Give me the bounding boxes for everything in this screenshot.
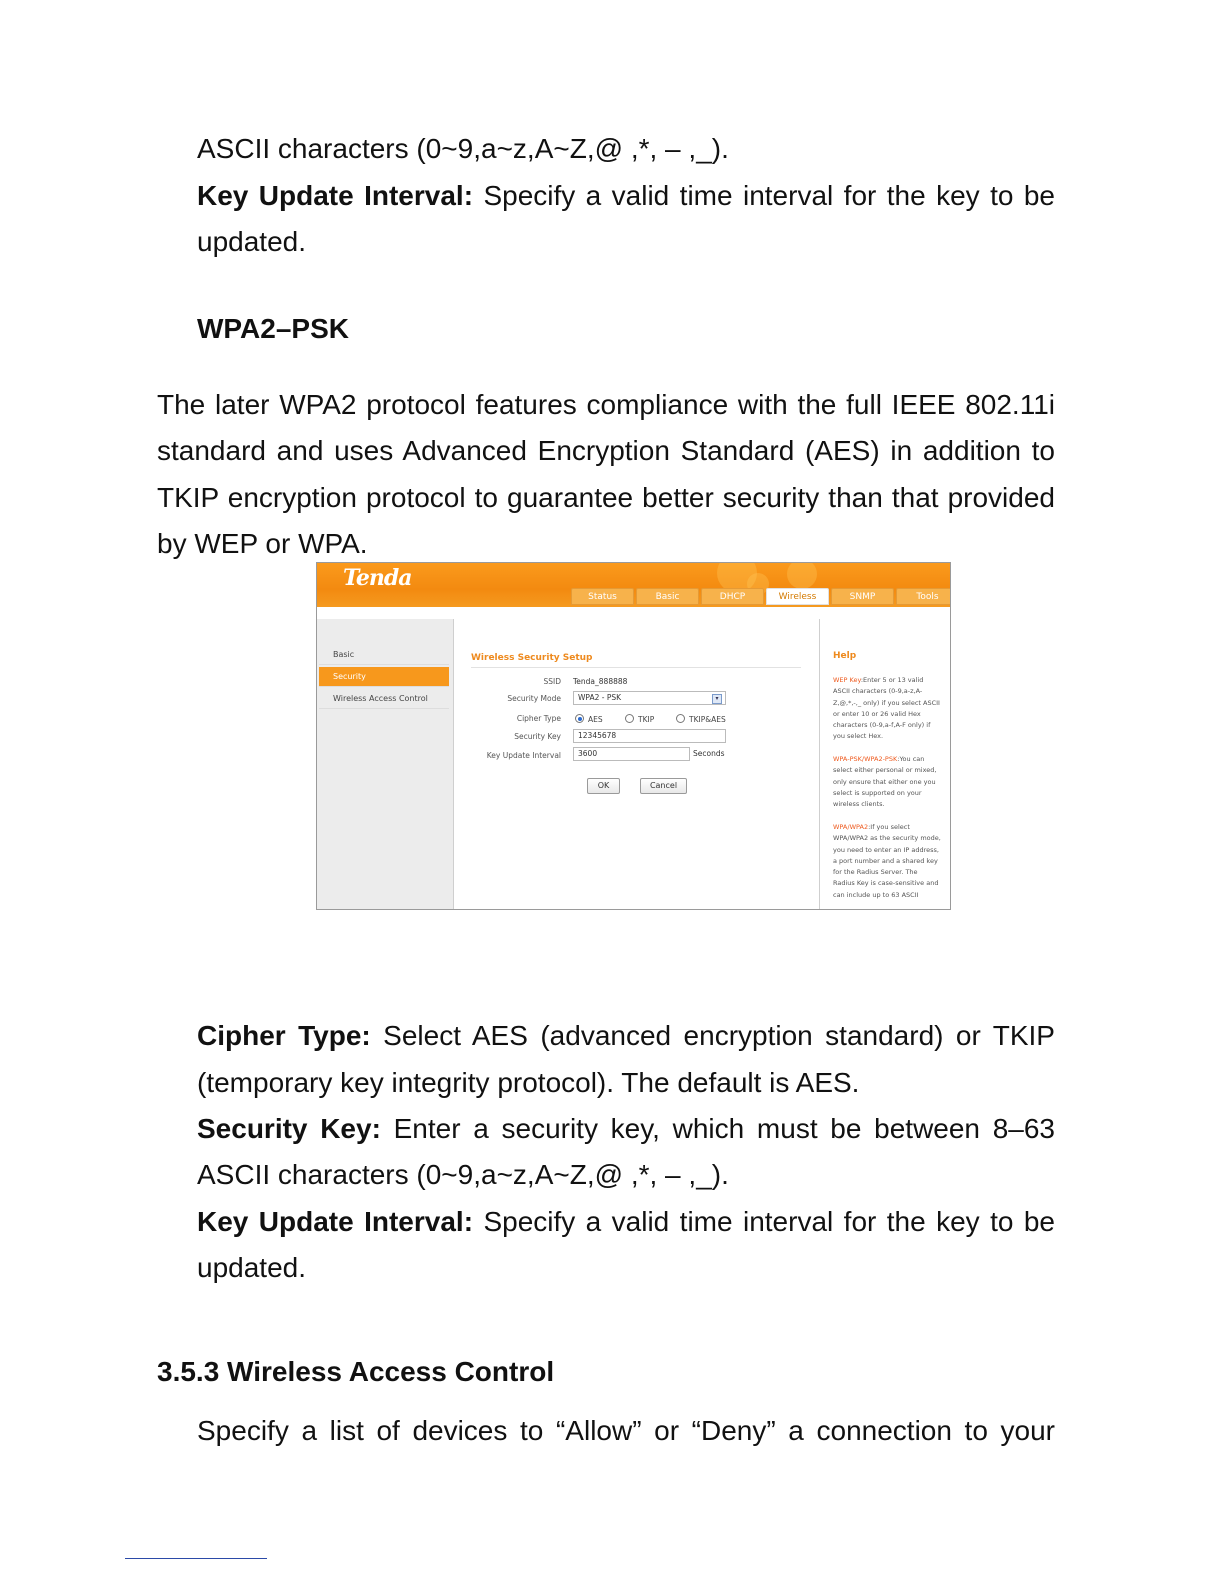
security-mode-value: WPA2 - PSK (578, 693, 622, 702)
intro-line-1: The later WPA2 protocol features compliance with the full IEEE 802.11i (157, 389, 1055, 420)
key-update-interval-input[interactable]: 3600 (573, 747, 690, 761)
key-update-interval-continuation-2: updated. (197, 1252, 306, 1283)
key-update-interval-text-2: Specify a valid time interval for the key to be (473, 1206, 1055, 1237)
help-wpa-psk-text: :You can select either personal or mixed, only ensure that either one you select is supported on your wireless clients. (833, 755, 937, 809)
ascii-characters-line: ASCII characters (0~9,a~z,A~Z,@ ,*, – ,_). (197, 133, 729, 164)
key-update-interval-text: Specify a valid time interval for the key to be (473, 180, 1055, 211)
intro-line-2: standard and uses Advanced Encryption Standard (AES) in addition to (157, 435, 1055, 466)
router-main-panel (455, 619, 820, 910)
tenda-logo: Tenda (343, 565, 412, 591)
radio-icon (676, 714, 685, 723)
security-key-input[interactable]: 12345678 (573, 729, 726, 743)
footnote-rule (125, 1558, 267, 1559)
key-update-interval-paragraph (197, 173, 1055, 220)
security-key-paragraph (197, 1106, 1055, 1153)
wireless-security-setup-title: Wireless Security Setup (471, 653, 593, 663)
help-wpa-wpa2-term: WPA/WPA2 (833, 823, 869, 831)
key-update-interval-continuation: updated. (197, 226, 306, 257)
help-wpa-wpa2 (833, 822, 941, 901)
key-update-interval-field-label: Key Update Interval (486, 751, 561, 760)
intro-line-4: by WEP or WPA. (157, 528, 368, 559)
intro-line-3: TKIP encryption protocol to guarantee better security than that provided (157, 482, 1055, 513)
security-key-text: Enter a security key, which must be between 8–63 (380, 1113, 1055, 1144)
cipher-tkip-aes-radio[interactable] (676, 714, 726, 724)
title-divider (471, 667, 801, 668)
cipher-type-continuation: (temporary key integrity protocol). The default is AES. (197, 1067, 860, 1098)
section-heading-wireless-access-control: 3.5.3 Wireless Access Control (157, 1356, 555, 1387)
tab-dhcp[interactable]: DHCP (701, 588, 764, 605)
sidebar-item-basic[interactable]: Basic (319, 645, 449, 665)
help-title: Help (833, 651, 857, 661)
tab-snmp[interactable]: SNMP (831, 588, 894, 605)
router-header (317, 563, 951, 607)
help-panel (821, 619, 951, 910)
ssid-value: Tenda_888888 (573, 677, 628, 686)
cipher-tkip-label: TKIP (638, 715, 655, 724)
radio-icon (625, 714, 634, 723)
sidebar-item-wireless-access-control[interactable]: Wireless Access Control (319, 689, 449, 709)
cipher-aes-radio[interactable] (575, 714, 603, 724)
help-wpa-wpa2-text: :If you select WPA/WPA2 as the security mode, you need to enter an IP address, a port number and a shared key for the Radius Server. The Radius Key is case-sensitive and can include up to 63 ASCII (833, 823, 941, 899)
security-key-continuation: ASCII characters (0~9,a~z,A~Z,@ ,*, – ,_). (197, 1159, 729, 1190)
cipher-type-paragraph (197, 1013, 1055, 1060)
cipher-tkip-aes-label: TKIP&AES (689, 715, 726, 724)
key-update-interval-label: Key Update Interval: (197, 180, 474, 211)
cipher-type-text: Select AES (advanced encryption standard) or TKIP (370, 1020, 1055, 1051)
seconds-unit: Seconds (693, 749, 725, 758)
security-mode-select[interactable] (573, 691, 726, 705)
cipher-aes-label: AES (588, 715, 603, 724)
ssid-label: SSID (543, 677, 561, 686)
chevron-down-icon: ▾ (712, 694, 722, 704)
tab-wireless[interactable]: Wireless (766, 588, 829, 605)
router-tabs (571, 588, 951, 605)
router-screenshot (316, 562, 951, 910)
access-control-intro-line: Specify a list of devices to “Allow” or “Deny” a connection to your (197, 1415, 1055, 1446)
router-sidebar (317, 619, 454, 910)
cipher-tkip-radio[interactable] (625, 714, 654, 724)
tab-tools[interactable]: Tools (896, 588, 951, 605)
help-wpa-psk-term: WPA-PSK/WPA2-PSK (833, 755, 898, 763)
help-wep-key-term: WEP Key (833, 676, 861, 684)
sidebar-item-security[interactable]: Security (319, 667, 449, 687)
help-wep-key-text: :Enter 5 or 13 valid ASCII characters (0-9,a-z,A-Z,@,*,-,_ only) if you select ASCII or enter 10 or 26 valid Hex characters (0-9,a-f,A-F only) if you select Hex. (833, 676, 940, 741)
tab-status[interactable]: Status (571, 588, 634, 605)
cancel-button[interactable]: Cancel (640, 778, 687, 794)
header-decoration (787, 562, 817, 589)
help-wep-key (833, 675, 941, 743)
security-key-label: Security Key (514, 732, 561, 741)
radio-selected-icon (575, 714, 584, 723)
wpa2-psk-heading: WPA2–PSK (197, 313, 349, 344)
key-update-interval-term-2: Key Update Interval: (197, 1206, 474, 1237)
key-update-interval-paragraph-2 (197, 1199, 1055, 1246)
security-mode-label: Security Mode (507, 694, 561, 703)
cipher-type-label: Cipher Type (516, 714, 561, 723)
cipher-type-term: Cipher Type: (197, 1020, 371, 1051)
help-wpa-psk (833, 754, 941, 810)
ok-button[interactable]: OK (587, 778, 620, 794)
tab-basic[interactable]: Basic (636, 588, 699, 605)
security-key-term: Security Key: (197, 1113, 381, 1144)
